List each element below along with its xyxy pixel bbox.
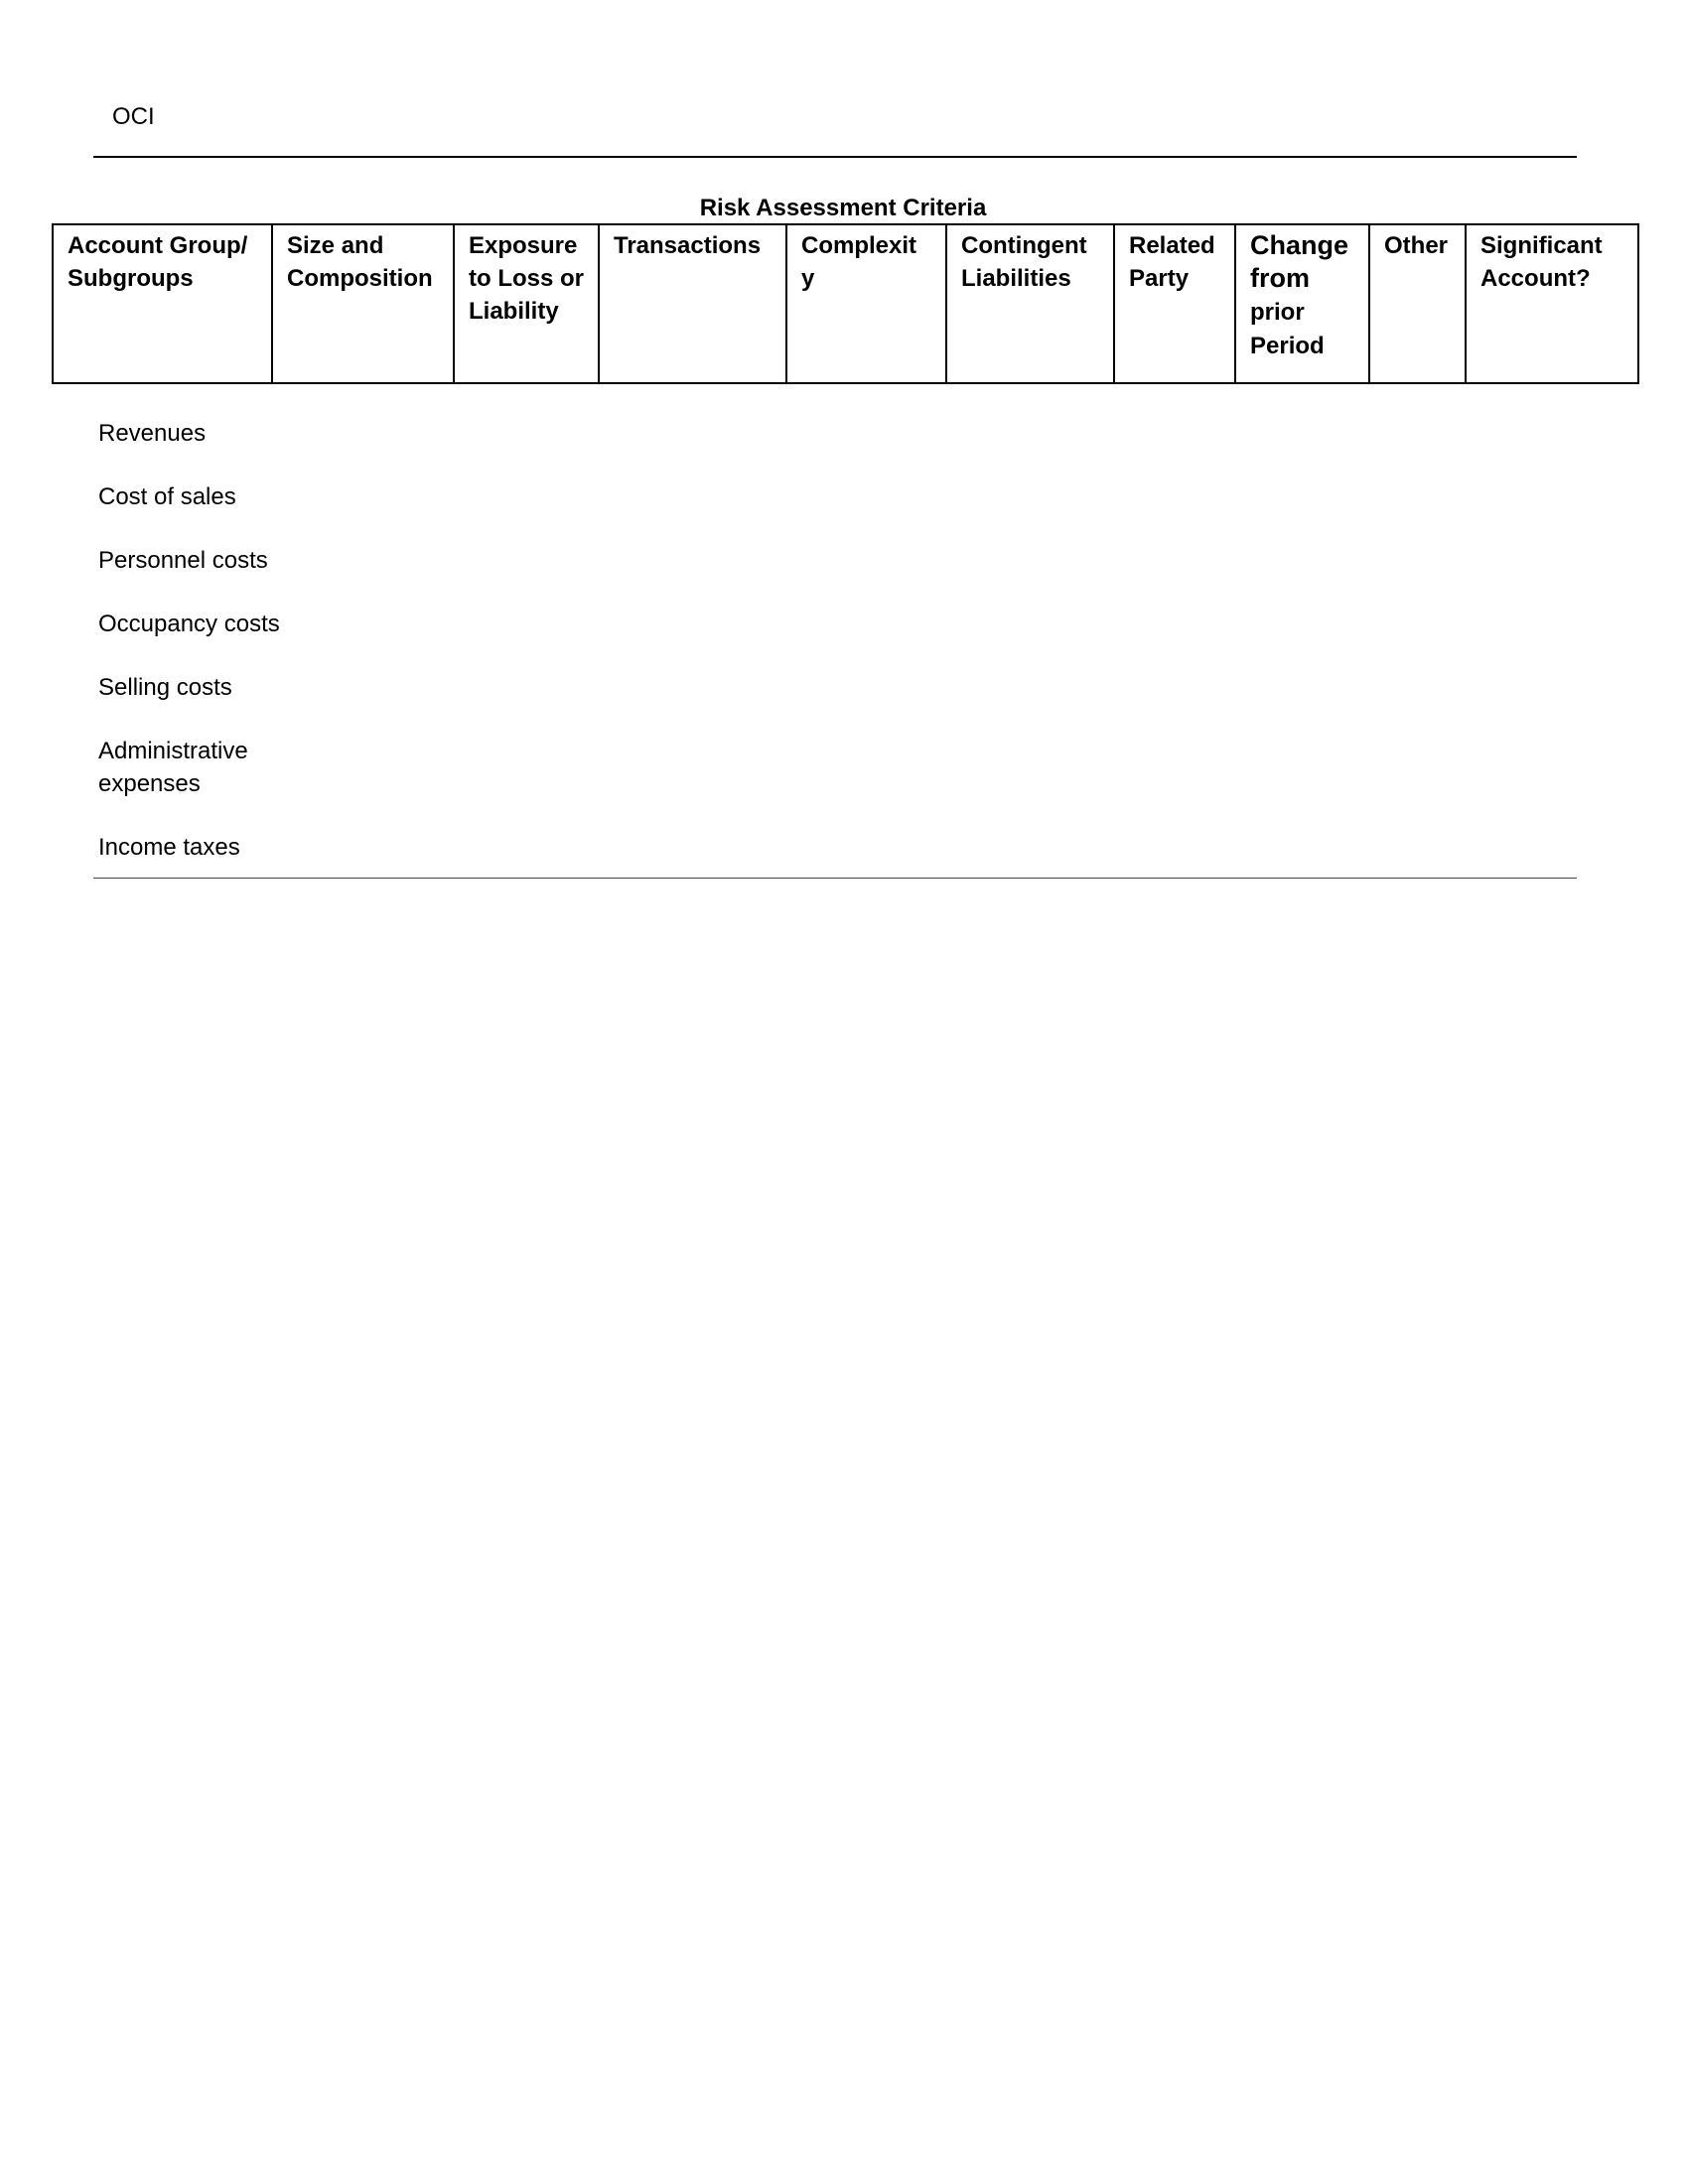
- account-list: [98, 417, 317, 894]
- column-header-contingent-liabilities: Contingent Liabilities: [946, 224, 1114, 383]
- account-item-revenues: Revenues: [98, 420, 207, 447]
- account-item-administrative-expenses: Administrative expenses: [98, 738, 248, 797]
- change-header-line1: Change: [1250, 230, 1349, 260]
- change-header-line2: from: [1250, 263, 1310, 293]
- column-header-significant-account: Significant Account?: [1466, 224, 1638, 383]
- column-header-size-and-composition: Size and Composition: [272, 224, 454, 383]
- account-item-occupancy-costs: Occupancy costs: [98, 611, 280, 637]
- column-header-exposure-to-loss: Exposure to Loss or Liability: [454, 224, 599, 383]
- column-header-transactions: Transactions: [599, 224, 786, 383]
- account-item-cost-of-sales: Cost of sales: [98, 483, 236, 510]
- header-label: OCI: [112, 103, 155, 130]
- account-item-personnel-costs: Personnel costs: [98, 547, 268, 574]
- column-header-account-group: Account Group/ Subgroups: [53, 224, 272, 383]
- table-header-row: [53, 224, 1638, 383]
- change-header-line3: prior: [1250, 299, 1305, 326]
- table-caption: Risk Assessment Criteria: [699, 195, 987, 221]
- column-header-complexity: Complexit y: [786, 224, 946, 383]
- footer-divider: [93, 878, 1577, 879]
- column-header-change-from-prior-period: [1235, 224, 1369, 383]
- header-divider: [93, 156, 1577, 158]
- risk-assessment-criteria-table: [52, 223, 1639, 384]
- column-header-related-party: Related Party: [1114, 224, 1235, 383]
- column-header-other: Other: [1369, 224, 1466, 383]
- account-item-income-taxes: Income taxes: [98, 834, 240, 861]
- account-item-selling-costs: Selling costs: [98, 674, 232, 701]
- change-header-line4: Period: [1250, 333, 1325, 359]
